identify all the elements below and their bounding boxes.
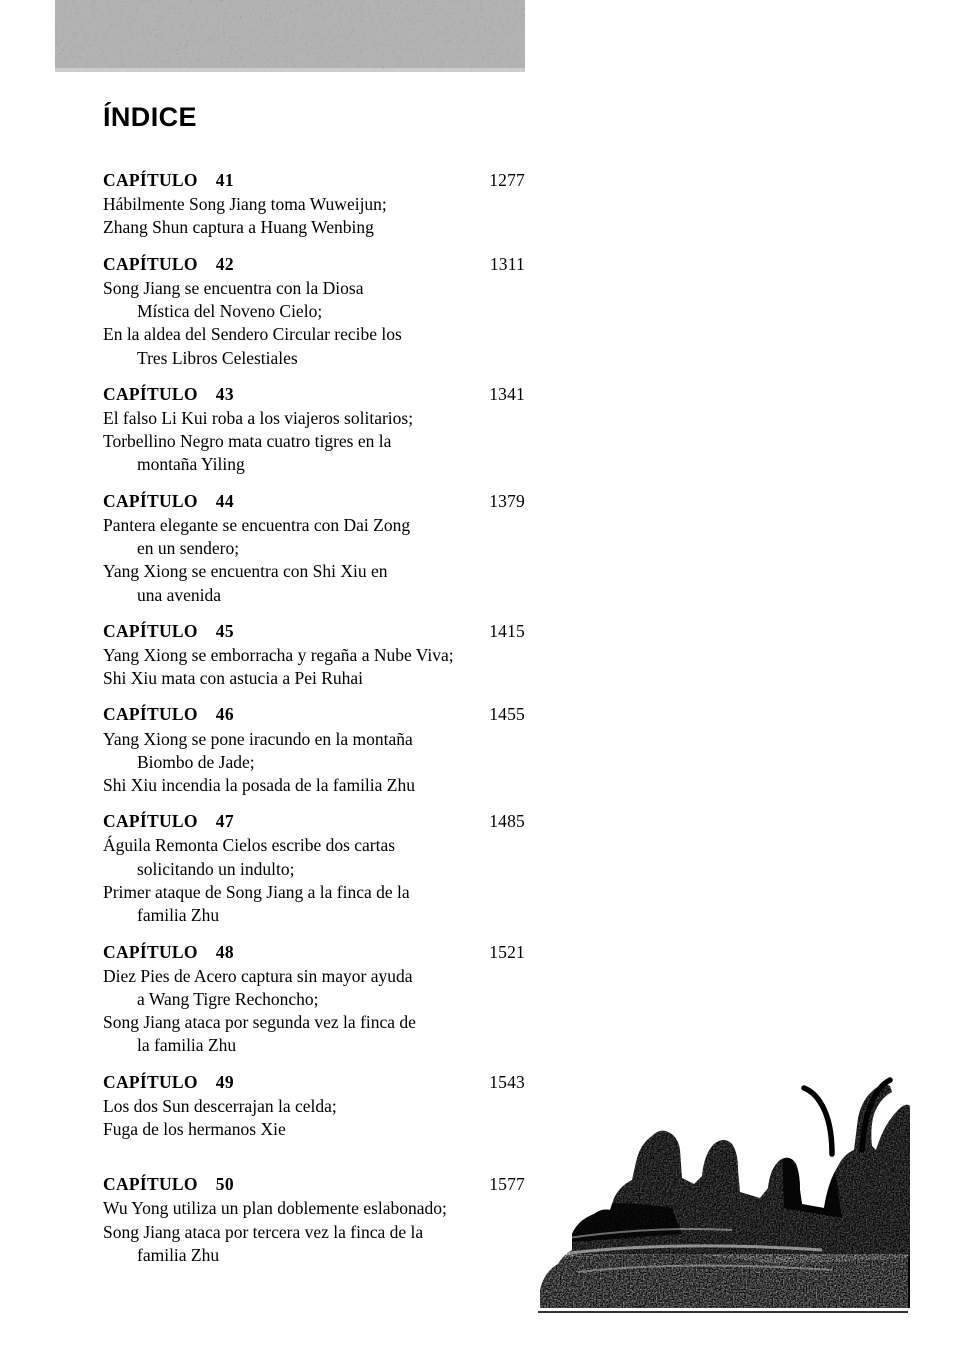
chapter-label: CAPÍTULO — [103, 253, 198, 274]
toc-entry-heading — [103, 1173, 525, 1196]
toc-entry-line: Fuga de los hermanos Xie — [103, 1119, 286, 1140]
toc-entry[interactable] — [103, 253, 525, 370]
header-decoration-band — [55, 0, 525, 72]
toc-entry-line: Diez Pies de Acero captura sin mayor ayuda — [103, 965, 413, 986]
toc-entry-line: montaña Yiling — [137, 454, 245, 475]
chapter-label: CAPÍTULO — [103, 1071, 198, 1092]
toc-entry-line: Mística del Noveno Cielo; — [137, 300, 323, 321]
toc-entry[interactable] — [103, 169, 525, 240]
chapter-number: 42 — [215, 253, 234, 274]
chapter-page-number: 1485 — [489, 811, 525, 832]
toc-entry-subtitle — [103, 728, 525, 798]
chapter-number: 49 — [215, 1071, 234, 1092]
toc-entry-line: Águila Remonta Cielos escribe dos cartas — [103, 835, 396, 856]
toc-entry-line: familia Zhu — [137, 905, 220, 926]
toc-entry-line: Song Jiang ataca por segunda vez la finca de — [103, 1012, 416, 1033]
toc-entry-heading — [103, 810, 525, 833]
toc-entry-subtitle — [103, 514, 525, 607]
toc-entry[interactable] — [103, 1173, 525, 1267]
toc-entry-line: El falso Li Kui roba a los viajeros solitarios; — [103, 407, 414, 428]
toc-entry-line: Shi Xiu mata con astucia a Pei Ruhai — [103, 668, 364, 689]
toc-entry-heading — [103, 1071, 525, 1094]
chapter-number: 41 — [215, 170, 234, 190]
toc-entry[interactable] — [103, 383, 525, 477]
chapter-number: 48 — [215, 941, 234, 962]
toc-entry-subtitle — [103, 965, 525, 1058]
toc-entry[interactable] — [103, 703, 525, 797]
chapter-label: CAPÍTULO — [103, 811, 198, 832]
toc-entry-heading — [103, 169, 525, 192]
toc-entry[interactable] — [103, 490, 525, 607]
chapter-label: CAPÍTULO — [103, 941, 198, 962]
toc-entry-line: una avenida — [137, 584, 222, 605]
chapter-label: CAPÍTULO — [103, 1174, 198, 1195]
chapter-number: 46 — [215, 704, 234, 725]
toc-entry[interactable] — [103, 620, 525, 691]
toc-entry-line: a Wang Tigre Rechoncho; — [137, 988, 319, 1009]
toc-entry-line: Tres Libros Celestiales — [137, 347, 298, 368]
chapter-page-number: 1415 — [489, 620, 525, 641]
toc-entry-line: Wu Yong utiliza un plan doblemente eslabonado; — [103, 1198, 447, 1219]
toc-entry-line: Pantera elegante se encuentra con Dai Zong — [103, 514, 411, 535]
toc-entry-subtitle — [103, 407, 525, 477]
chapter-number: 47 — [215, 811, 234, 832]
chapter-page-number: 1311 — [489, 253, 525, 274]
toc-entry-subtitle — [103, 277, 525, 370]
toc-entry-line: En la aldea del Sendero Circular recibe los — [103, 324, 402, 345]
chapter-number: 43 — [215, 383, 234, 404]
toc-entry-line: Zhang Shun captura a Huang Wenbing — [103, 217, 374, 238]
chapter-number: 50 — [215, 1174, 234, 1195]
toc-entry-line: en un sendero; — [137, 538, 240, 559]
page-title: ÍNDICE — [103, 102, 197, 132]
toc-entry-line: familia Zhu — [137, 1244, 220, 1265]
toc-entry-line: Song Jiang se encuentra con la Diosa — [103, 277, 364, 298]
index-page-content — [103, 104, 525, 1280]
toc-entry-line: Song Jiang ataca por tercera vez la finca de la — [103, 1221, 424, 1242]
roof-ridge-beasts-illustration — [532, 1058, 912, 1326]
toc-entry[interactable] — [103, 810, 525, 927]
toc-entry-line: Yang Xiong se encuentra con Shi Xiu en — [103, 561, 388, 582]
chapter-page-number: 1341 — [489, 383, 525, 404]
toc-entry-line: la familia Zhu — [137, 1035, 237, 1056]
toc-entry-line: Biombo de Jade; — [137, 751, 255, 772]
toc-entry-subtitle — [103, 1197, 525, 1267]
toc-entry-heading — [103, 941, 525, 964]
chapter-page-number: 1455 — [489, 704, 525, 725]
chapter-label: CAPÍTULO — [103, 620, 198, 641]
chapter-number: 45 — [215, 620, 234, 641]
chapter-label: CAPÍTULO — [103, 490, 198, 511]
chapter-label: CAPÍTULO — [103, 704, 198, 725]
toc-entry-heading — [103, 490, 525, 513]
toc-entry-heading — [103, 253, 525, 276]
toc-entry-line: Hábilmente Song Jiang toma Wuweijun; — [103, 194, 387, 215]
toc-entry[interactable] — [103, 1071, 525, 1142]
toc-entry-line: Torbellino Negro mata cuatro tigres en la — [103, 431, 392, 452]
table-of-contents — [103, 169, 525, 1267]
chapter-label: CAPÍTULO — [103, 170, 198, 190]
toc-entry-line: Shi Xiu incendia la posada de la familia Zhu — [103, 775, 415, 796]
chapter-page-number: 1577 — [489, 1174, 525, 1195]
toc-entry-line: Los dos Sun descerrajan la celda; — [103, 1095, 337, 1116]
chapter-number: 44 — [215, 490, 234, 511]
toc-entry[interactable] — [103, 941, 525, 1058]
toc-entry-heading — [103, 383, 525, 406]
toc-entry-subtitle — [103, 193, 525, 240]
toc-entry-heading — [103, 620, 525, 643]
toc-entry-line: solicitando un indulto; — [137, 858, 295, 879]
chapter-page-number: 1543 — [489, 1071, 525, 1092]
toc-entry-line: Yang Xiong se pone iracundo en la montaña — [103, 728, 413, 749]
chapter-label: CAPÍTULO — [103, 383, 198, 404]
toc-entry-heading — [103, 703, 525, 726]
chapter-page-number: 1379 — [489, 490, 525, 511]
toc-entry-line: Yang Xiong se emborracha y regaña a Nube Viva; — [103, 644, 454, 665]
toc-entry-subtitle — [103, 1095, 525, 1142]
toc-entry-subtitle — [103, 834, 525, 927]
toc-entry-line: Primer ataque de Song Jiang a la finca de la — [103, 881, 410, 902]
chapter-page-number: 1521 — [489, 941, 525, 962]
chapter-page-number: 1277 — [489, 170, 525, 190]
toc-entry-subtitle — [103, 644, 525, 691]
